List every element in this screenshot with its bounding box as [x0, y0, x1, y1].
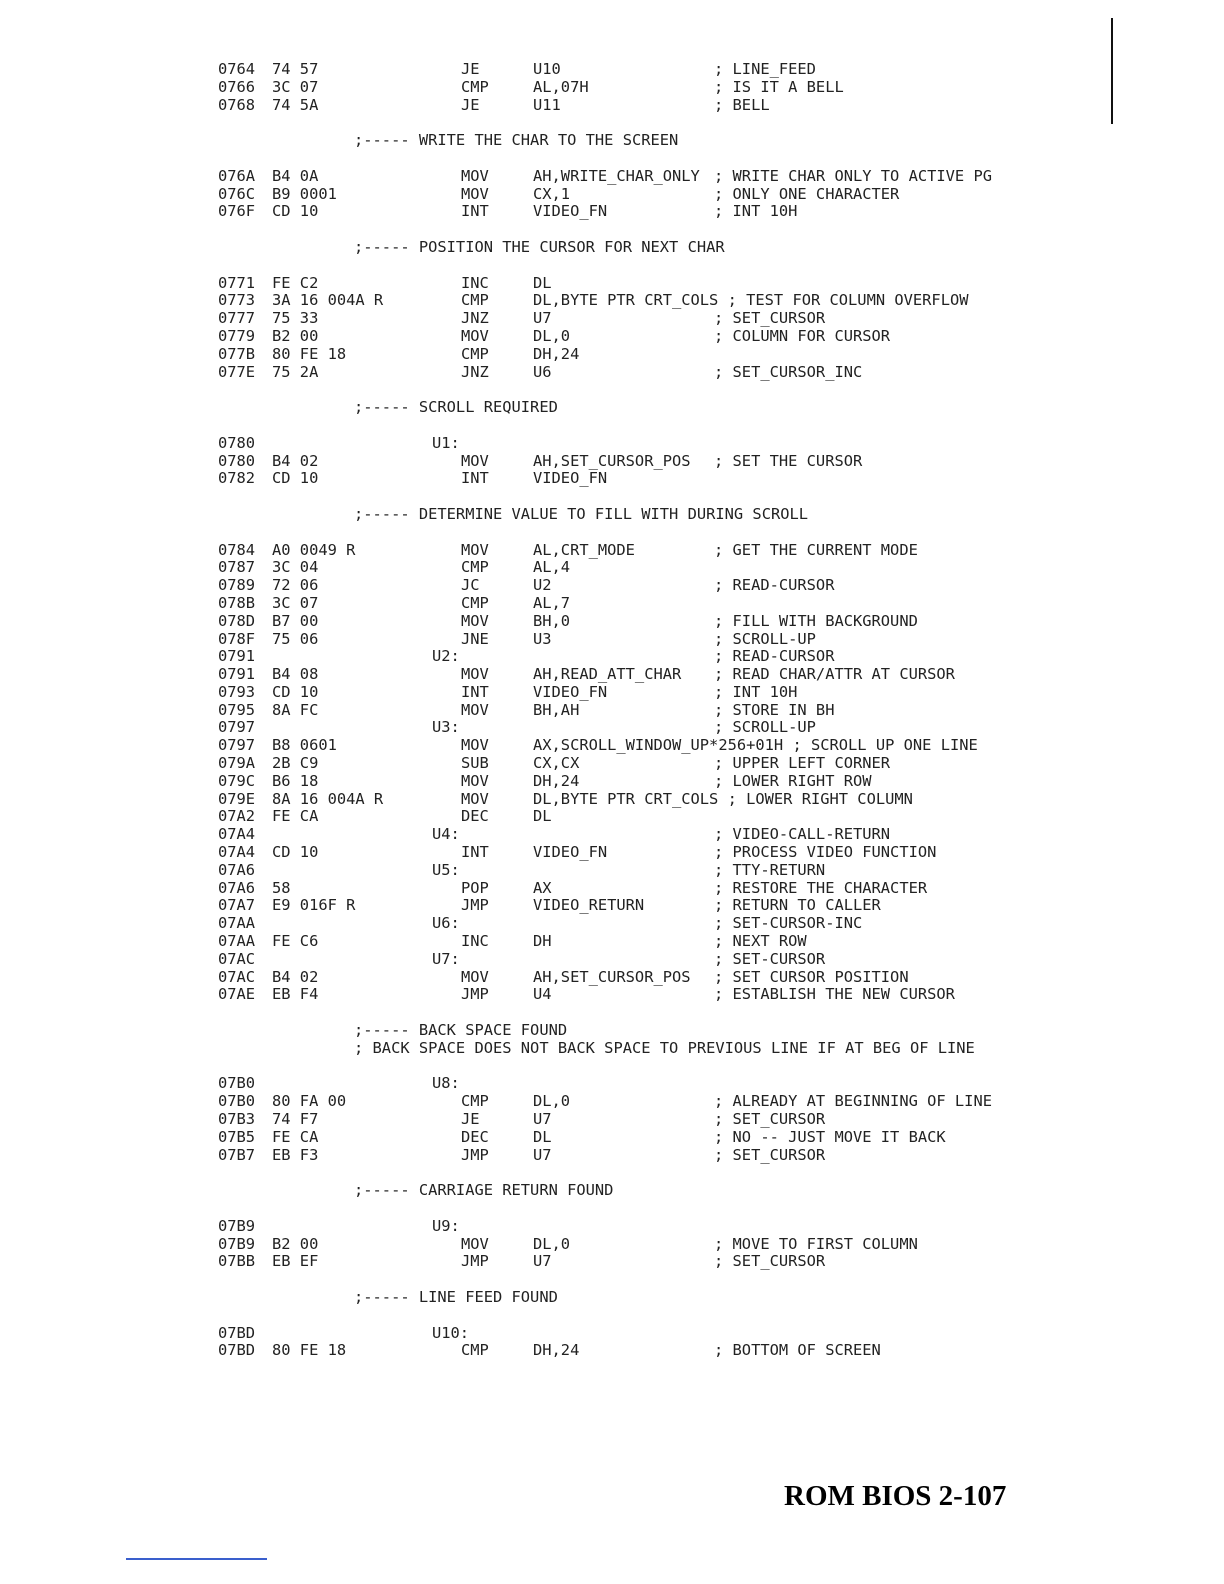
address: 079A: [218, 754, 256, 773]
opcode: INT: [461, 682, 489, 701]
machine-code: 8A FC: [272, 700, 319, 719]
address: 0764: [218, 60, 256, 78]
address: 076A: [218, 166, 256, 185]
operands: DH: [533, 932, 552, 951]
machine-code: B2 00: [272, 326, 319, 345]
opcode: CMP: [461, 1092, 489, 1111]
section-comment-text: ;----- DETERMINE VALUE TO FILL WITH DURING SCROLL: [354, 504, 809, 523]
opcode: JC: [461, 576, 480, 595]
address: 07AC: [218, 967, 256, 986]
operands: AL,07H: [533, 77, 589, 96]
address: 076C: [218, 184, 256, 203]
opcode: MOV: [461, 789, 489, 808]
label: U7:: [432, 949, 460, 968]
machine-code: B2 00: [272, 1234, 319, 1253]
label: U4:: [432, 825, 460, 844]
address: 0793: [218, 682, 256, 701]
opcode: MOV: [461, 1234, 489, 1253]
comment: ; SET THE CURSOR: [714, 451, 863, 470]
machine-code: 80 FE 18: [272, 1341, 347, 1360]
machine-code: CD 10: [272, 469, 319, 488]
operands: DL,BYTE PTR CRT_COLS ; TEST FOR COLUMN OVERFLOW: [533, 291, 969, 310]
label: U5:: [432, 860, 460, 879]
address: 079C: [218, 771, 256, 790]
operands: DH,24: [533, 771, 580, 790]
operands: AL,7: [533, 593, 571, 612]
section-comment-text: ;----- LINE FEED FOUND: [354, 1287, 558, 1306]
address: 07B0: [218, 1092, 256, 1111]
opcode: MOV: [461, 451, 489, 470]
operands: U4: [533, 985, 552, 1004]
opcode: INC: [461, 932, 489, 951]
address: 0791: [218, 665, 256, 684]
operands: U7: [533, 1252, 552, 1271]
comment: ; SCROLL-UP: [714, 718, 816, 737]
comment: ; SET_CURSOR: [714, 1252, 826, 1271]
operands: DL,0: [533, 326, 571, 345]
machine-code: FE CA: [272, 807, 319, 826]
opcode: MOV: [461, 540, 489, 559]
comment: ; READ-CURSOR: [714, 576, 835, 595]
operands: VIDEO_FN: [533, 202, 608, 221]
opcode: MOV: [461, 184, 489, 203]
address: 07A6: [218, 878, 256, 897]
machine-code: B4 08: [272, 665, 319, 684]
machine-code: CD 10: [272, 682, 319, 701]
operands: VIDEO_FN: [533, 682, 608, 701]
label: U9:: [432, 1216, 460, 1235]
address: 07AA: [218, 932, 256, 951]
address: 07B0: [218, 1074, 256, 1093]
opcode: SUB: [461, 754, 489, 773]
address: 077B: [218, 344, 256, 363]
machine-code: 8A 16 004A R: [272, 789, 384, 808]
machine-code: B7 00: [272, 611, 319, 630]
machine-code: EB F4: [272, 985, 319, 1004]
label: U1:: [432, 433, 460, 452]
address: 078B: [218, 593, 256, 612]
operands: CX,CX: [533, 754, 580, 773]
machine-code: FE CA: [272, 1127, 319, 1146]
bottom-rule: [126, 1558, 267, 1560]
opcode: CMP: [461, 1341, 489, 1360]
opcode: JNZ: [461, 309, 489, 328]
comment: ; ESTABLISH THE NEW CURSOR: [714, 985, 955, 1004]
operands: AH,READ_ATT_CHAR: [533, 665, 682, 684]
machine-code: 80 FE 18: [272, 344, 347, 363]
machine-code: CD 10: [272, 843, 319, 862]
comment: ; BOTTOM OF SCREEN: [714, 1341, 881, 1360]
address: 0782: [218, 469, 256, 488]
comment: ; COLUMN FOR CURSOR: [714, 326, 891, 345]
machine-code: 75 2A: [272, 362, 319, 381]
address: 0766: [218, 77, 256, 96]
operands: DL: [533, 273, 552, 292]
address: 07AE: [218, 985, 256, 1004]
address: 0768: [218, 95, 256, 114]
comment: ; INT 10H: [714, 202, 798, 221]
opcode: JE: [461, 60, 480, 78]
opcode: JE: [461, 95, 480, 114]
operands: U7: [533, 1110, 552, 1129]
address: 07B7: [218, 1145, 256, 1164]
operands: DH,24: [533, 1341, 580, 1360]
opcode: JNE: [461, 629, 489, 648]
opcode: DEC: [461, 807, 489, 826]
machine-code: EB F3: [272, 1145, 319, 1164]
comment: ; STORE IN BH: [714, 700, 835, 719]
machine-code: E9 016F R: [272, 896, 356, 915]
comment: ; SET-CURSOR-INC: [714, 914, 863, 933]
comment: ; MOVE TO FIRST COLUMN: [714, 1234, 918, 1253]
address: 07B9: [218, 1234, 256, 1253]
machine-code: EB EF: [272, 1252, 319, 1271]
operands: AH,SET_CURSOR_POS: [533, 451, 691, 470]
label: U8:: [432, 1074, 460, 1093]
section-comment-text: ; BACK SPACE DOES NOT BACK SPACE TO PREVIOUS LINE IF AT BEG OF LINE: [354, 1038, 975, 1057]
address: 0795: [218, 700, 256, 719]
operands: U3: [533, 629, 552, 648]
machine-code: CD 10: [272, 202, 319, 221]
comment: ; SET_CURSOR: [714, 1145, 826, 1164]
address: 0780: [218, 451, 256, 470]
operands: U2: [533, 576, 552, 595]
comment: ; FILL WITH BACKGROUND: [714, 611, 918, 630]
operands: DL: [533, 807, 552, 826]
opcode: POP: [461, 878, 489, 897]
address: 077E: [218, 362, 256, 381]
opcode: CMP: [461, 291, 489, 310]
operands: VIDEO_FN: [533, 843, 608, 862]
operands: U7: [533, 309, 552, 328]
comment: ; UPPER LEFT CORNER: [714, 754, 891, 773]
comment: ; SCROLL-UP: [714, 629, 816, 648]
opcode: CMP: [461, 77, 489, 96]
machine-code: 3A 16 004A R: [272, 291, 384, 310]
address: 07A4: [218, 843, 256, 862]
operands: AL,4: [533, 558, 571, 577]
comment: ; SET_CURSOR: [714, 309, 826, 328]
operands: BH,AH: [533, 700, 580, 719]
comment: ; SET-CURSOR: [714, 949, 826, 968]
address: 07AA: [218, 914, 256, 933]
address: 079E: [218, 789, 256, 808]
operands: U6: [533, 362, 552, 381]
comment: ; LINE_FEED: [714, 60, 816, 78]
machine-code: 2B C9: [272, 754, 319, 773]
comment: ; GET THE CURRENT MODE: [714, 540, 918, 559]
machine-code: 80 FA 00: [272, 1092, 347, 1111]
label: U2:: [432, 647, 460, 666]
opcode: JMP: [461, 1252, 489, 1271]
operands: VIDEO_RETURN: [533, 896, 645, 915]
comment: ; ALREADY AT BEGINNING OF LINE: [714, 1092, 992, 1111]
comment: ; SET CURSOR POSITION: [714, 967, 909, 986]
operands: AX: [533, 878, 552, 897]
machine-code: 75 06: [272, 629, 319, 648]
address: 0789: [218, 576, 256, 595]
operands: DL,0: [533, 1234, 571, 1253]
comment: ; RESTORE THE CHARACTER: [714, 878, 928, 897]
opcode: MOV: [461, 736, 489, 755]
address: 07A6: [218, 860, 256, 879]
operands: U11: [533, 95, 561, 114]
operands: DL,0: [533, 1092, 571, 1111]
address: 078F: [218, 629, 256, 648]
opcode: MOV: [461, 665, 489, 684]
machine-code: B4 02: [272, 967, 319, 986]
label: U6:: [432, 914, 460, 933]
address: 078D: [218, 611, 256, 630]
address: 0779: [218, 326, 256, 345]
address: 07AC: [218, 949, 256, 968]
operands: VIDEO_FN: [533, 469, 608, 488]
machine-code: 75 33: [272, 309, 319, 328]
address: 07A4: [218, 825, 256, 844]
address: 0787: [218, 558, 256, 577]
opcode: MOV: [461, 967, 489, 986]
operands: CX,1: [533, 184, 571, 203]
opcode: MOV: [461, 611, 489, 630]
comment: ; IS IT A BELL: [714, 77, 844, 96]
comment: ; SET_CURSOR: [714, 1110, 826, 1129]
operands: AX,SCROLL_WINDOW_UP*256+01H ; SCROLL UP ONE LINE: [533, 736, 978, 755]
address: 0771: [218, 273, 256, 292]
address: 0797: [218, 718, 256, 737]
comment: ; RETURN TO CALLER: [714, 896, 881, 915]
section-comment-text: ;----- BACK SPACE FOUND: [354, 1021, 568, 1040]
comment: ; VIDEO-CALL-RETURN: [714, 825, 891, 844]
machine-code: FE C2: [272, 273, 319, 292]
comment: ; ONLY ONE CHARACTER: [714, 184, 900, 203]
address: 07BB: [218, 1252, 256, 1271]
section-comment-text: ;----- POSITION THE CURSOR FOR NEXT CHAR: [354, 237, 725, 256]
operands: U10: [533, 60, 561, 78]
address: 0784: [218, 540, 256, 559]
address: 07B9: [218, 1216, 256, 1235]
comment: ; READ CHAR/ATTR AT CURSOR: [714, 665, 955, 684]
section-comment-text: ;----- CARRIAGE RETURN FOUND: [354, 1181, 614, 1200]
address: 07B5: [218, 1127, 256, 1146]
comment: ; NO -- JUST MOVE IT BACK: [714, 1127, 946, 1146]
operands: AH,SET_CURSOR_POS: [533, 967, 691, 986]
label: U10:: [432, 1323, 470, 1342]
machine-code: 72 06: [272, 576, 319, 595]
operands: DL: [533, 1127, 552, 1146]
opcode: JMP: [461, 985, 489, 1004]
comment: ; READ-CURSOR: [714, 647, 835, 666]
machine-code: 74 57: [272, 60, 319, 78]
comment: ; INT 10H: [714, 682, 798, 701]
comment: ; LOWER RIGHT ROW: [714, 771, 872, 790]
opcode: CMP: [461, 593, 489, 612]
opcode: INT: [461, 469, 489, 488]
machine-code: 74 5A: [272, 95, 319, 114]
opcode: CMP: [461, 558, 489, 577]
operands: DL,BYTE PTR CRT_COLS ; LOWER RIGHT COLUMN: [533, 789, 913, 808]
page-footer: ROM BIOS 2-107: [784, 1480, 1007, 1512]
comment: ; SET_CURSOR_INC: [714, 362, 863, 381]
opcode: MOV: [461, 166, 489, 185]
machine-code: B6 18: [272, 771, 319, 790]
machine-code: A0 0049 R: [272, 540, 356, 559]
operands: AH,WRITE_CHAR_ONLY: [533, 166, 700, 185]
opcode: JNZ: [461, 362, 489, 381]
comment: ; PROCESS VIDEO FUNCTION: [714, 843, 937, 862]
comment: ; NEXT ROW: [714, 932, 807, 951]
opcode: INT: [461, 202, 489, 221]
machine-code: 58: [272, 878, 291, 897]
machine-code: B9 0001: [272, 184, 337, 203]
opcode: JMP: [461, 896, 489, 915]
section-comment-text: ;----- SCROLL REQUIRED: [354, 398, 558, 417]
comment: ; TTY-RETURN: [714, 860, 826, 879]
address: 07BD: [218, 1341, 256, 1360]
opcode: JMP: [461, 1145, 489, 1164]
machine-code: 3C 07: [272, 593, 319, 612]
opcode: JE: [461, 1110, 480, 1129]
address: 076F: [218, 202, 256, 221]
machine-code: 3C 07: [272, 77, 319, 96]
address: 0780: [218, 433, 256, 452]
machine-code: B4 0A: [272, 166, 319, 185]
address: 0777: [218, 309, 256, 328]
address: 07A2: [218, 807, 256, 826]
opcode: INC: [461, 273, 489, 292]
machine-code: B4 02: [272, 451, 319, 470]
operands: DH,24: [533, 344, 580, 363]
margin-rule: [1111, 18, 1113, 124]
address: 07A7: [218, 896, 256, 915]
address: 0797: [218, 736, 256, 755]
comment: ; WRITE CHAR ONLY TO ACTIVE PG: [714, 166, 992, 185]
address: 0773: [218, 291, 256, 310]
machine-code: B8 0601: [272, 736, 337, 755]
machine-code: 3C 04: [272, 558, 319, 577]
address: 07B3: [218, 1110, 256, 1129]
opcode: DEC: [461, 1127, 489, 1146]
operands: U7: [533, 1145, 552, 1164]
label: U3:: [432, 718, 460, 737]
operands: BH,0: [533, 611, 571, 630]
address: 0791: [218, 647, 256, 666]
address: 07BD: [218, 1323, 256, 1342]
machine-code: 74 F7: [272, 1110, 319, 1129]
opcode: CMP: [461, 344, 489, 363]
opcode: MOV: [461, 326, 489, 345]
opcode: MOV: [461, 700, 489, 719]
comment: ; BELL: [714, 95, 770, 114]
machine-code: FE C6: [272, 932, 319, 951]
opcode: INT: [461, 843, 489, 862]
opcode: MOV: [461, 771, 489, 790]
section-comment-text: ;----- WRITE THE CHAR TO THE SCREEN: [354, 131, 679, 150]
operands: AL,CRT_MODE: [533, 540, 635, 559]
